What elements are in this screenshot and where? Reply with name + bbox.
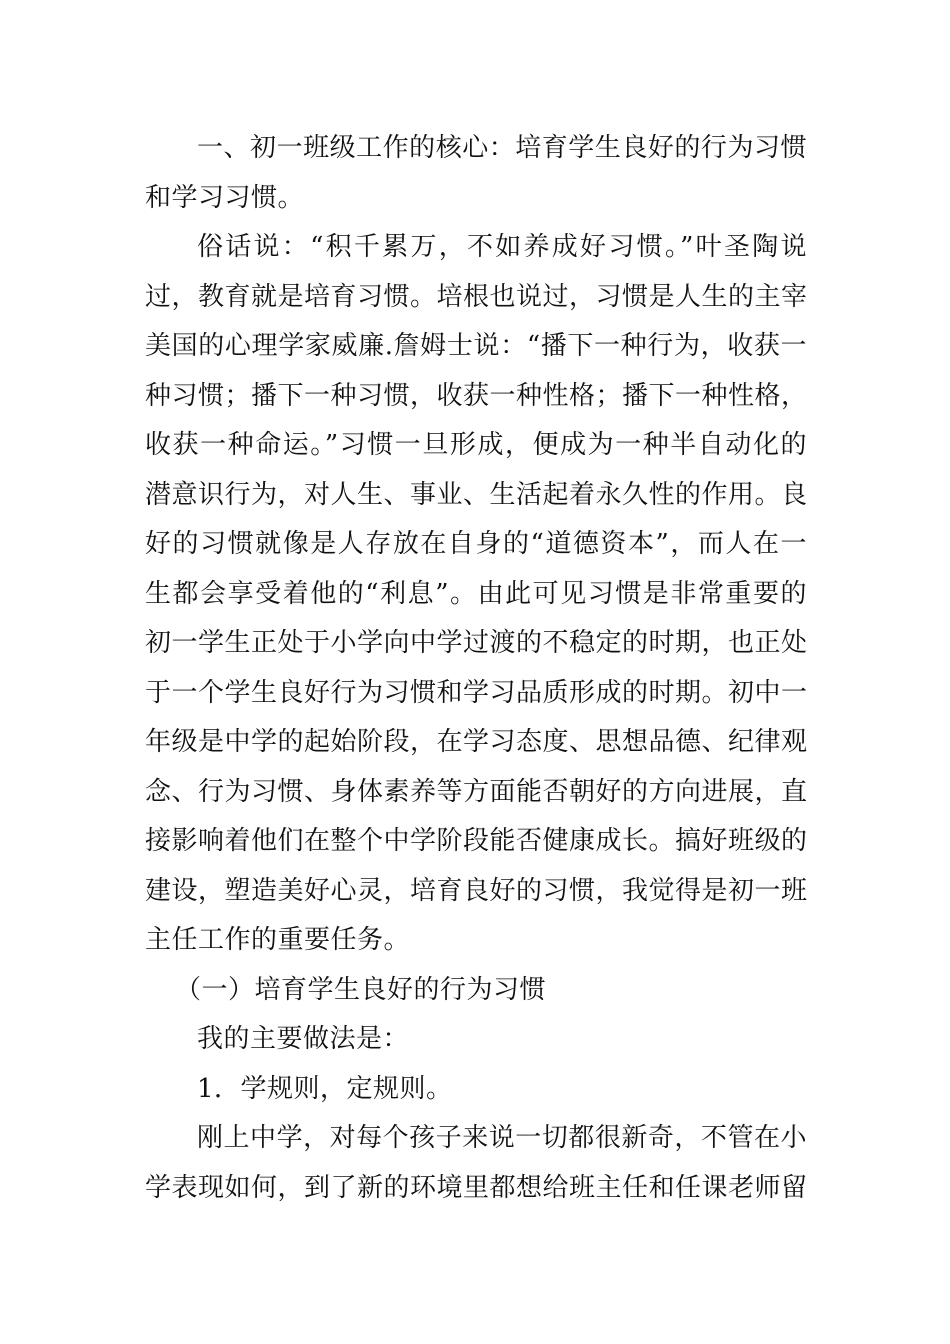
text-line: 刚上中学，对每个孩子来说一切都很新奇，不管在小 — [197, 1123, 807, 1153]
text-line: 美国的心理学家威廉.詹姆士说：“播下一种行为，收获一 — [145, 331, 807, 361]
text-line: 潜意识行为，对人生、事业、生活起着永久性的作用。良 — [145, 479, 808, 510]
document-body — [145, 124, 807, 1213]
text-line: 我的主要做法是： — [197, 1024, 410, 1054]
text-line: 生都会享受着他的“利息”。由此可见习惯是非常重要的 — [145, 578, 807, 609]
text-line: 过，教育就是培育习惯。培根也说过，习惯是人生的主宰 — [145, 281, 808, 312]
text-line: 1．学规则，定规则。 — [197, 1073, 453, 1104]
text-line: 建设，塑造美好心灵，培育良好的习惯，我觉得是初一班 — [145, 875, 808, 906]
text-line: 好的习惯就像是人存放在自身的“道德资本”，而人在一 — [145, 529, 807, 559]
text-line: 接影响着他们在整个中学阶段能否健康成长。搞好班级的 — [145, 826, 808, 856]
text-line: 一、初一班级工作的核心：培育学生良好的行为习惯 — [197, 133, 807, 163]
text-line: 主任工作的重要任务。 — [145, 925, 411, 955]
text-line: 收获一种命运。”习惯一旦形成，便成为一种半自动化的 — [145, 430, 807, 460]
numbered-item — [145, 1065, 807, 1115]
text-line: （一）培育学生良好的行为习惯 — [175, 974, 547, 1005]
text-line: 年级是中学的起始阶段，在学习态度、思想品德、纪律观 — [145, 727, 808, 757]
body-paragraph — [145, 223, 807, 966]
text-line: 念、行为习惯、身体素养等方面能否朝好的方向进展，直 — [145, 776, 808, 807]
text-line: 和学习习惯。 — [145, 182, 305, 213]
subsection-heading — [145, 966, 807, 1016]
text-line: 于一个学生良好行为习惯和学习品质形成的时期。初中一 — [145, 677, 808, 708]
text-line: 种习惯；播下一种习惯，收获一种性格；播下一种性格， — [145, 380, 808, 411]
section-heading-paragraph — [145, 124, 807, 223]
text-line: 初一学生正处于小学向中学过渡的不稳定的时期，也正处 — [145, 628, 808, 658]
body-paragraph — [145, 1015, 807, 1065]
body-paragraph — [145, 1114, 807, 1213]
text-line: 俗话说：“积千累万，不如养成好习惯。”叶圣陶说 — [197, 232, 807, 262]
text-line: 学表现如何，到了新的环境里都想给班主任和任课老师留 — [145, 1172, 808, 1203]
